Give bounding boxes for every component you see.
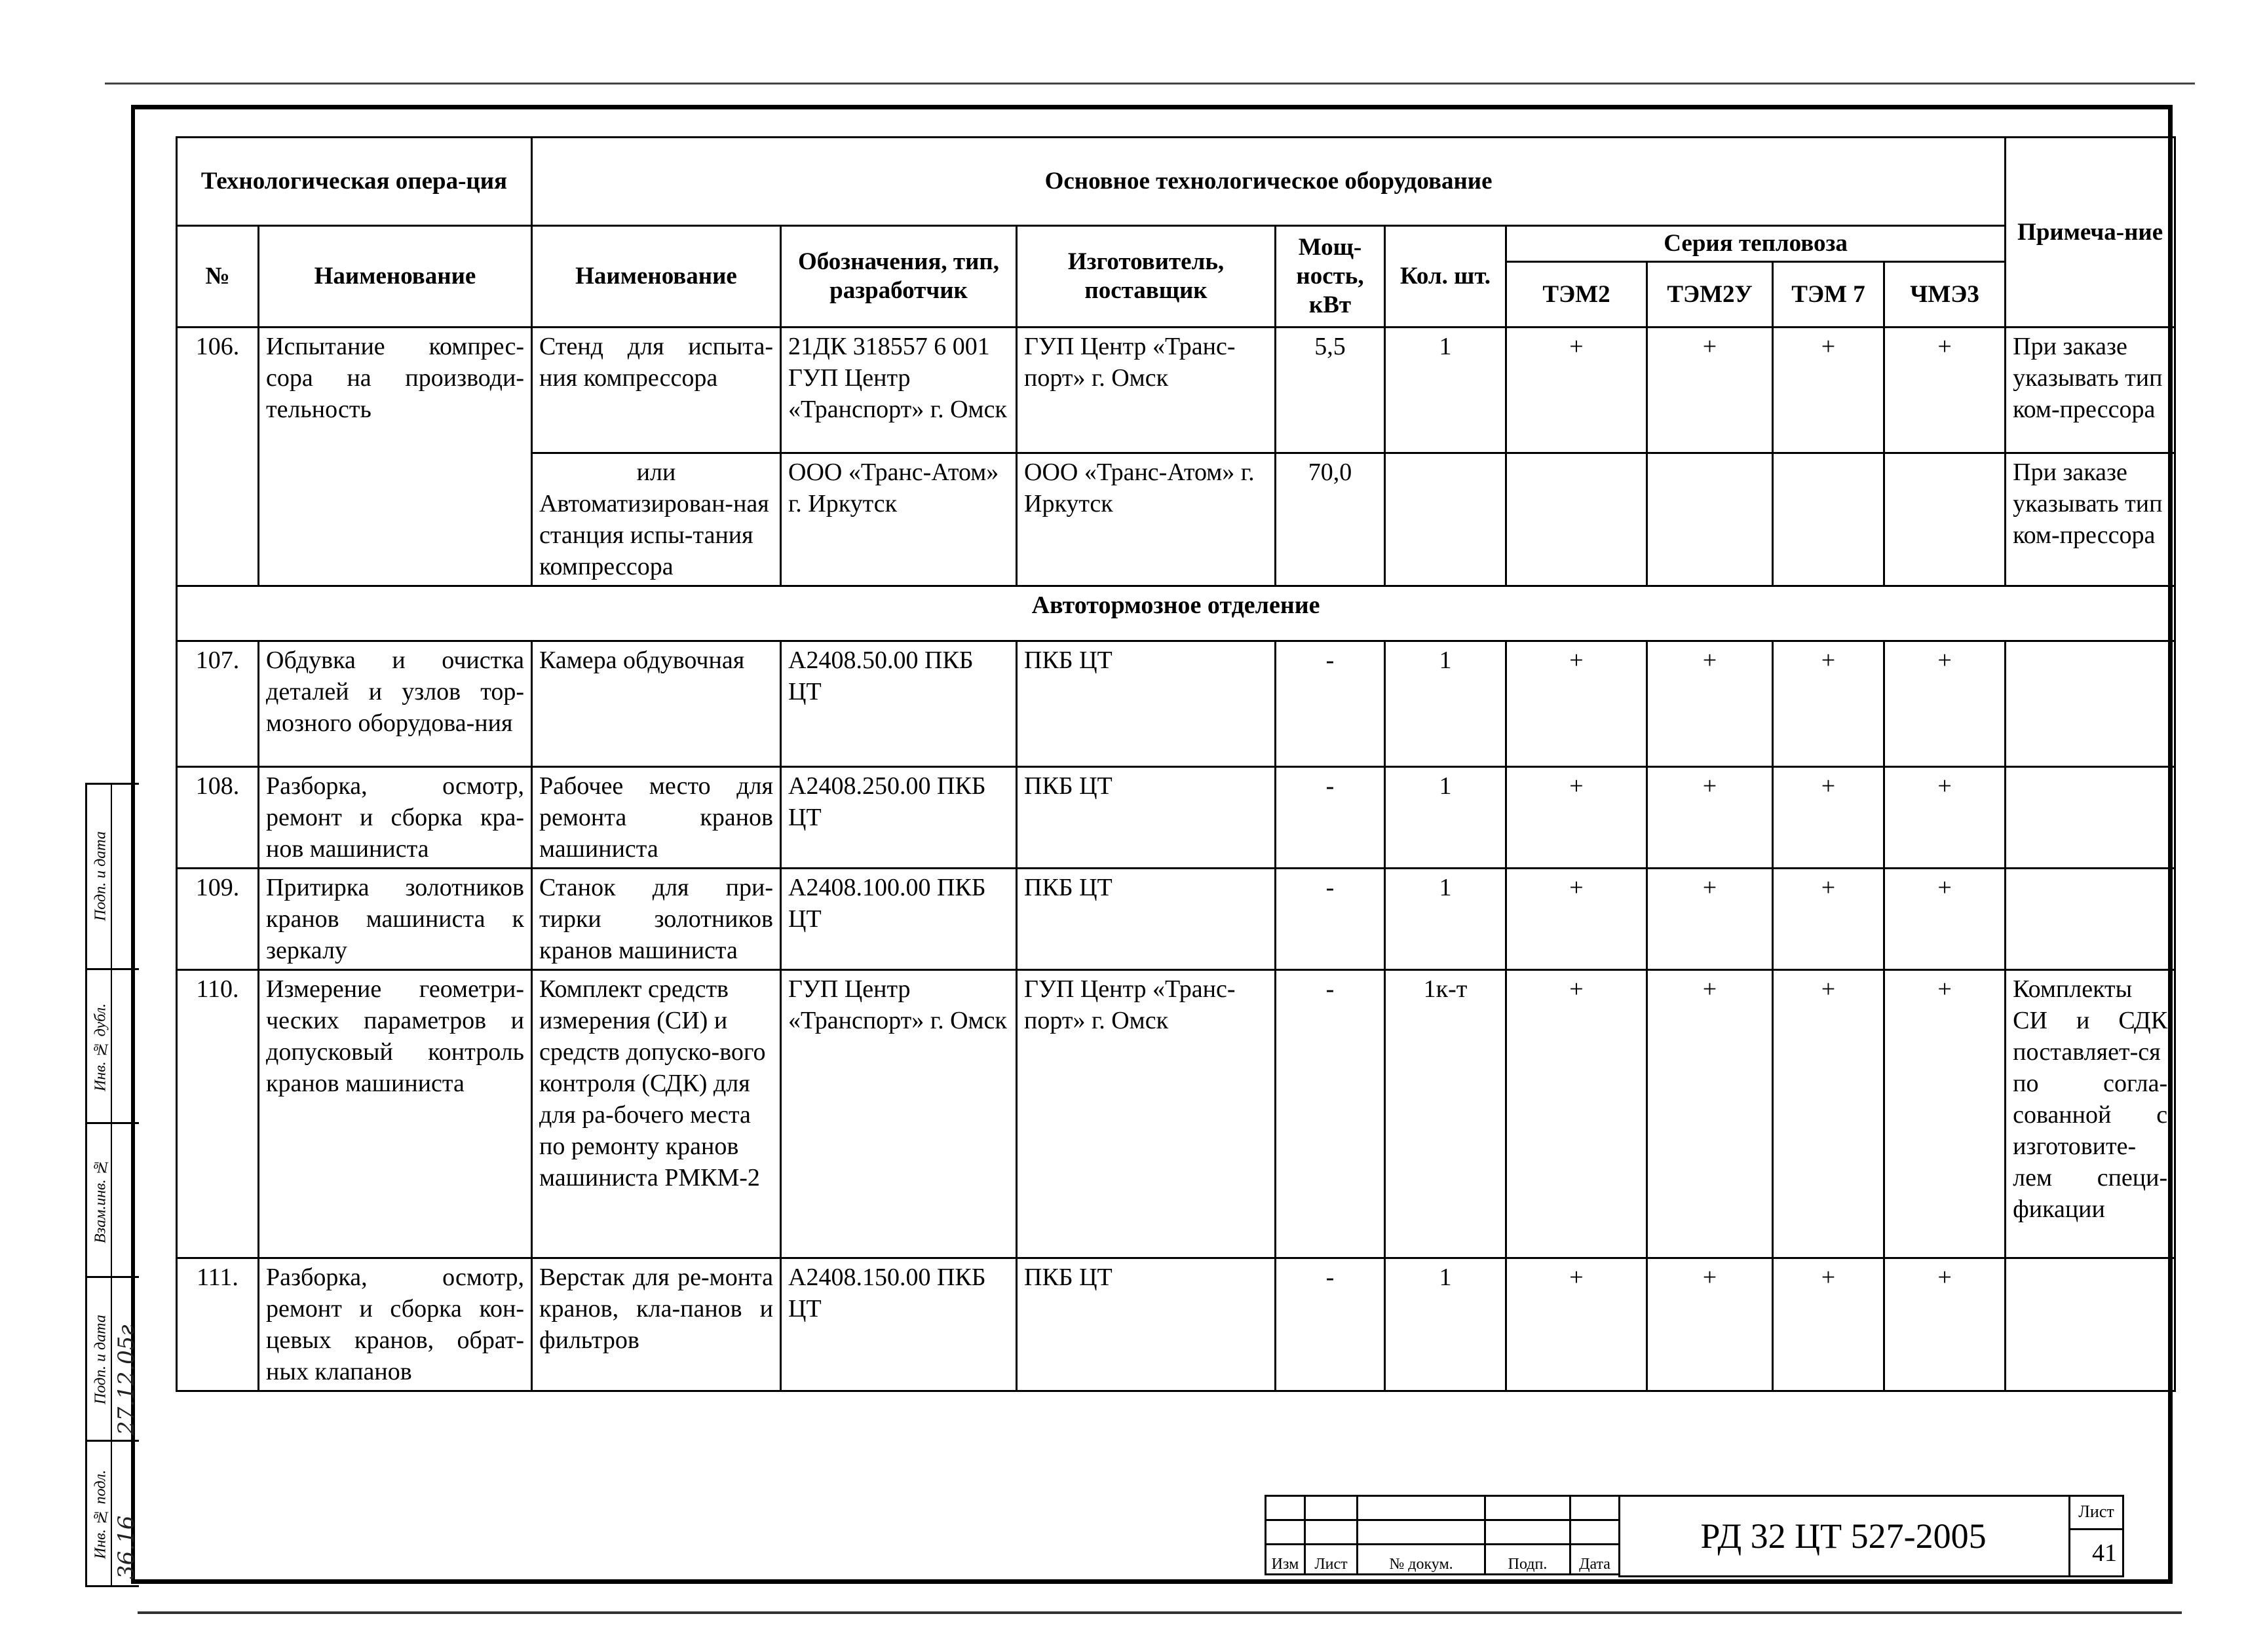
stamp-doc: № докум. (1358, 1545, 1485, 1575)
row-power: - (1276, 767, 1385, 869)
row-equipment (532, 453, 781, 586)
stamp-podp: Подп. (1485, 1545, 1570, 1575)
row-manufacturer: ГУП Центр «Транс-порт» г. Омск (1017, 328, 1276, 453)
row-series-1: + (1506, 970, 1647, 1258)
row-power: - (1276, 641, 1385, 767)
stamp-list: Лист (1305, 1545, 1358, 1575)
stamp-izm: Изм (1266, 1545, 1305, 1575)
stamp-data: Дата (1570, 1545, 1620, 1575)
row-qty: 1 (1385, 641, 1506, 767)
row-designation: 21ДК 318557 6 001 ГУП Центр «Транспорт» г. Омск (781, 328, 1017, 453)
row-qty: 1к-т (1385, 970, 1506, 1258)
row-operation: Обдувка и очистка деталей и узлов тор-мозного оборудова-ния (259, 641, 532, 767)
header-equipment: Основное технологическое оборудование (532, 138, 2006, 226)
table-row (177, 1258, 2175, 1391)
title-block (1265, 1495, 2175, 1586)
row-series-3: + (1773, 767, 1884, 869)
side-signature: 27.12.05г (113, 1324, 140, 1435)
side-cell (87, 1122, 139, 1276)
sheet-label: Лист (2070, 1497, 2122, 1530)
row-series-1: + (1506, 328, 1647, 453)
row-manufacturer: ГУП Центр «Транс-порт» г. Омск (1017, 970, 1276, 1258)
header-designation: Обозначения, тип, разработчик (781, 226, 1017, 328)
section-title: Автотормозное отделение (177, 586, 2175, 641)
document-code: РД 32 ЦТ 527-2005 (1618, 1495, 2070, 1577)
header-power: Мощ-ность, кВт (1276, 226, 1385, 328)
row-series-3: + (1773, 641, 1884, 767)
row-manufacturer: ПКБ ЦТ (1017, 641, 1276, 767)
row-equipment: Стенд для испыта-ния компрессора (532, 328, 781, 453)
row-series-1: + (1506, 869, 1647, 970)
header-num: № (177, 226, 259, 328)
row-operation: Притирка золотников кранов машиниста к зеркалу (259, 869, 532, 970)
row-manufacturer: ООО «Транс-Атом» г. Иркутск (1017, 453, 1276, 586)
table-row (177, 641, 2175, 767)
row-designation: ООО «Транс-Атом» г. Иркутск (781, 453, 1017, 586)
row-series-4: + (1884, 869, 2006, 970)
row-series-3: + (1773, 1258, 1884, 1391)
row-series-4: + (1884, 328, 2006, 453)
row-note: При заказе указывать тип ком-прессора (2006, 453, 2175, 586)
row-qty (1385, 453, 1506, 586)
row-operation: Разборка, осмотр, ремонт и сборка кон-цевых кранов, обрат-ных клапанов (259, 1258, 532, 1391)
header-series-3: ТЭМ 7 (1773, 262, 1884, 328)
header-op-name: Наименование (259, 226, 532, 328)
row-series-1: + (1506, 1258, 1647, 1391)
row-equipment: Верстак для ре-монта кранов, кла-панов и фильтров (532, 1258, 781, 1391)
row-num: 110. (177, 970, 259, 1258)
row-designation: ГУП Центр «Транспорт» г. Омск (781, 970, 1017, 1258)
side-cell (87, 1276, 139, 1440)
row-series-3: + (1773, 328, 1884, 453)
row-qty: 1 (1385, 869, 1506, 970)
row-note (2006, 869, 2175, 970)
row-series-4: + (1884, 767, 2006, 869)
row-series-3: + (1773, 970, 1884, 1258)
row-manufacturer: ПКБ ЦТ (1017, 869, 1276, 970)
row-series-2: + (1647, 328, 1773, 453)
side-label: Подп. и дата (92, 1315, 109, 1405)
header-series: Серия тепловоза (1506, 226, 2006, 262)
side-label: Подп. и дата (92, 831, 109, 922)
row-series-2 (1647, 453, 1773, 586)
row-series-4 (1884, 453, 2006, 586)
row-manufacturer: ПКБ ЦТ (1017, 1258, 1276, 1391)
row-series-1: + (1506, 641, 1647, 767)
side-cell (87, 1440, 139, 1589)
side-cell (87, 785, 139, 968)
row-series-1 (1506, 453, 1647, 586)
row-designation: А2408.250.00 ПКБ ЦТ (781, 767, 1017, 869)
row-operation: Разборка, осмотр, ремонт и сборка кра-нов машиниста (259, 767, 532, 869)
row-series-4: + (1884, 970, 2006, 1258)
row-operation: Измерение геометри-ческих параметров и допусковый контроль кранов машиниста (259, 970, 532, 1258)
table-row (177, 869, 2175, 970)
side-label: Взам.инв. № (92, 1158, 109, 1244)
row-note (2006, 1258, 2175, 1391)
header-series-2: ТЭМ2У (1647, 262, 1773, 328)
row-power: - (1276, 970, 1385, 1258)
row-series-3 (1773, 453, 1884, 586)
side-label: Инв. № подл. (92, 1470, 109, 1559)
row-manufacturer: ПКБ ЦТ (1017, 767, 1276, 869)
row-power: - (1276, 869, 1385, 970)
table-row (177, 970, 2175, 1258)
row-num: 111. (177, 1258, 259, 1391)
row-qty: 1 (1385, 328, 1506, 453)
row-num: 109. (177, 869, 259, 970)
row-equipment: Камера обдувочная (532, 641, 781, 767)
row-series-2: + (1647, 1258, 1773, 1391)
row-designation: А2408.150.00 ПКБ ЦТ (781, 1258, 1017, 1391)
row-note: Комплекты СИ и СДК поставляет-ся по согла-сованной с изготовите-лем специ-фикации (2006, 970, 2175, 1258)
top-rule (105, 83, 2195, 84)
row-equipment-or: или (636, 459, 676, 486)
row-note: При заказе указывать тип ком-прессора (2006, 328, 2175, 453)
table-row (177, 767, 2175, 869)
row-equipment: Станок для при-тирки золотников кранов машиниста (532, 869, 781, 970)
header-note: Примеча-ние (2006, 138, 2175, 328)
row-power: 5,5 (1276, 328, 1385, 453)
row-num: 108. (177, 767, 259, 869)
row-series-2: + (1647, 970, 1773, 1258)
row-designation: А2408.50.00 ПКБ ЦТ (781, 641, 1017, 767)
side-label: Инв. № дубл. (92, 1003, 109, 1091)
row-equipment: Рабочее место для ремонта кранов машиниста (532, 767, 781, 869)
row-series-3: + (1773, 869, 1884, 970)
row-power: - (1276, 1258, 1385, 1391)
row-series-2: + (1647, 869, 1773, 970)
row-series-2: + (1647, 767, 1773, 869)
row-note (2006, 641, 2175, 767)
table-row (177, 328, 2175, 453)
sheet-number: 41 (2092, 1539, 2117, 1567)
row-power: 70,0 (1276, 453, 1385, 586)
sheet-box (2070, 1495, 2124, 1577)
header-eq-name: Наименование (532, 226, 781, 328)
side-cell (87, 968, 139, 1122)
header-qty: Кол. шт. (1385, 226, 1506, 328)
header-tech-op: Технологическая опера-ция (177, 138, 532, 226)
row-qty: 1 (1385, 767, 1506, 869)
side-stamp (85, 783, 139, 1587)
row-num: 107. (177, 641, 259, 767)
row-series-4: + (1884, 1258, 2006, 1391)
row-series-4: + (1884, 641, 2006, 767)
header-manufacturer: Изготовитель, поставщик (1017, 226, 1276, 328)
row-note (2006, 767, 2175, 869)
row-equipment-alt: Автоматизирован-ная станция испы-тания компрессора (539, 490, 769, 580)
row-series-1: + (1506, 767, 1647, 869)
row-operation: Испытание компрес-сора на производи-тельность (259, 328, 532, 586)
row-qty: 1 (1385, 1258, 1506, 1391)
row-designation: А2408.100.00 ПКБ ЦТ (781, 869, 1017, 970)
row-equipment: Комплект средств измерения (СИ) и средств допуско-вого контроля (СДК) для для ра-бочего места по ремонту кранов машиниста РМКМ-2 (532, 970, 781, 1258)
revision-table (1265, 1495, 1620, 1575)
row-series-2: + (1647, 641, 1773, 767)
equipment-table (176, 136, 2176, 1392)
bottom-rule (138, 1611, 2182, 1614)
row-num: 106. (177, 328, 259, 586)
header-series-4: ЧМЭ3 (1884, 262, 2006, 328)
header-series-1: ТЭМ2 (1506, 262, 1647, 328)
side-signature: 36.16 (113, 1515, 140, 1579)
